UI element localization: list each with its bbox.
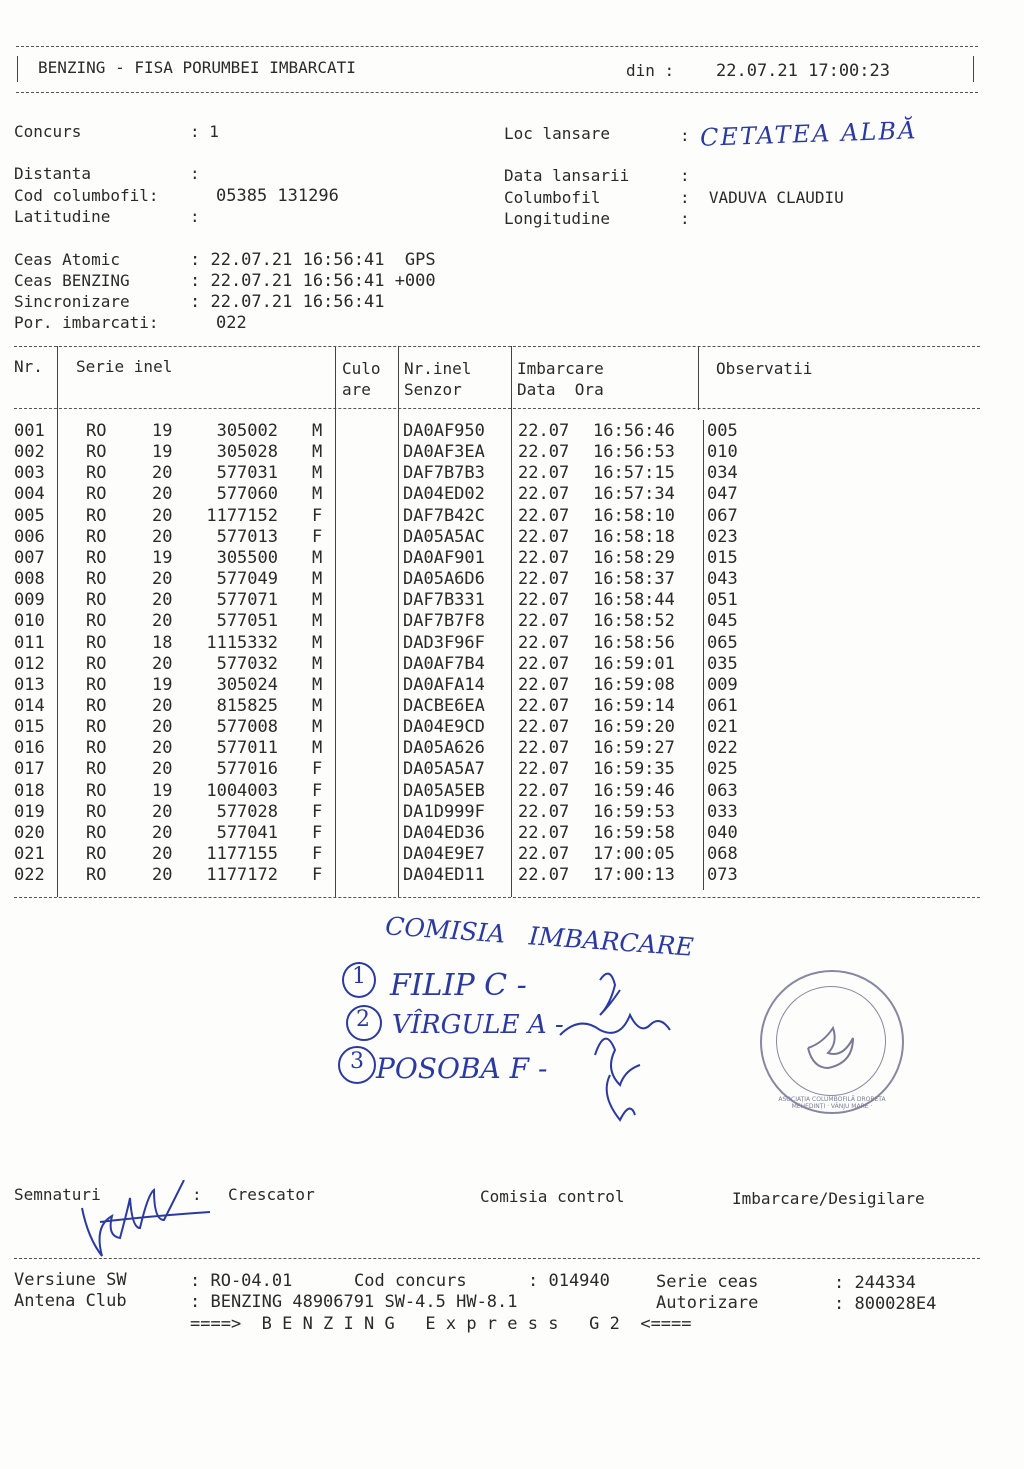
table-row xyxy=(0,611,1024,632)
cell-senzor: DAF7B331 xyxy=(403,590,485,611)
distanta-label: Distanta xyxy=(14,164,92,183)
cell-c: RO xyxy=(86,653,107,674)
cell-c: RO xyxy=(86,611,107,632)
cell-s: M xyxy=(312,738,323,759)
cell-nr: 012 xyxy=(14,653,45,674)
cell-c: RO xyxy=(86,717,107,738)
cell-nr: 016 xyxy=(14,738,45,759)
cell-s: M xyxy=(312,632,323,653)
cell-data: 22.07 xyxy=(518,738,570,759)
cell-ora: 16:58:56 xyxy=(593,632,675,653)
cell-senzor: DAF7B7F8 xyxy=(403,611,485,632)
cell-c: RO xyxy=(86,526,107,547)
cell-obs: 067 xyxy=(707,505,738,526)
cell-s: M xyxy=(312,611,323,632)
table-row xyxy=(0,463,1024,484)
header-left-border xyxy=(17,56,18,82)
serie-ceas-label: Serie ceas xyxy=(656,1272,759,1292)
cell-nr: 015 xyxy=(14,717,45,738)
cell-ora: 16:59:08 xyxy=(593,674,675,695)
sincronizare-value: : 22.07.21 16:56:41 xyxy=(190,292,385,312)
table-row xyxy=(0,844,1024,865)
cell-data: 22.07 xyxy=(518,547,570,568)
th-serie: Serie inel xyxy=(76,357,173,376)
cell-ora: 16:58:37 xyxy=(593,569,675,590)
cell-senzor: DA04E9E7 xyxy=(403,844,485,864)
cell-y: 19 xyxy=(152,547,173,568)
cell-data: 22.07 xyxy=(518,844,570,864)
cell-n: 305028 xyxy=(216,442,278,463)
dove-icon xyxy=(798,1008,866,1076)
cell-ora: 17:00:13 xyxy=(593,865,675,886)
cell-data: 22.07 xyxy=(518,653,570,674)
handwritten-member-3: POSOBA F - xyxy=(376,1052,548,1085)
cell-senzor: DA04E9CD xyxy=(403,717,485,738)
versiune-value: : RO-04.01 xyxy=(190,1271,293,1291)
cell-nr: 017 xyxy=(14,759,45,780)
cell-y: 20 xyxy=(152,611,173,632)
antena-label: Antena Club xyxy=(14,1291,127,1311)
cell-nr: 013 xyxy=(14,674,45,695)
table-row xyxy=(0,654,1024,675)
cell-c: RO xyxy=(86,865,107,886)
concurs-label: Concurs xyxy=(14,122,82,141)
table-row xyxy=(0,548,1024,569)
cell-data: 22.07 xyxy=(518,611,570,632)
cell-n: 1177172 xyxy=(206,865,278,886)
commission-signatures-drawing xyxy=(540,960,700,1140)
cell-senzor: DA1D999F xyxy=(403,801,485,822)
handwritten-member-1: FILIP C - xyxy=(390,968,527,1003)
cell-senzor: DA05A5AC xyxy=(403,526,485,547)
cell-senzor: DAF7B7B3 xyxy=(403,463,485,484)
cell-c: RO xyxy=(86,569,107,590)
cell-obs: 022 xyxy=(707,738,738,759)
cell-ora: 16:57:15 xyxy=(593,463,675,484)
cell-data: 22.07 xyxy=(518,695,570,716)
cell-n: 305500 xyxy=(216,547,278,568)
cell-ora: 16:59:27 xyxy=(593,738,675,759)
cell-obs: 035 xyxy=(707,653,738,674)
table-row xyxy=(0,633,1024,654)
header-bottom-rule xyxy=(16,92,978,93)
cell-ora: 16:58:52 xyxy=(593,611,675,632)
cell-c: RO xyxy=(86,632,107,653)
cell-c: RO xyxy=(86,547,107,568)
cell-obs: 021 xyxy=(707,717,738,738)
cell-senzor: DA0AF7B4 xyxy=(403,653,485,674)
cell-n: 577041 xyxy=(216,822,278,843)
cell-y: 20 xyxy=(152,717,173,738)
cell-y: 20 xyxy=(152,695,173,716)
table-row xyxy=(0,738,1024,759)
cod-concurs-value: : 014940 xyxy=(528,1271,610,1291)
cell-senzor: DA0AF901 xyxy=(403,547,485,568)
cell-s: F xyxy=(312,844,323,864)
cell-data: 22.07 xyxy=(518,717,570,738)
cell-y: 18 xyxy=(152,632,173,653)
data-lansarii-label: Data lansarii xyxy=(504,166,630,185)
stamp-text: ASOCIAȚIA COLUMBOFILĂ DROBETA MEHEDINȚI · VÂNJU MARE · xyxy=(778,1096,886,1110)
serie-ceas-value: : 244334 xyxy=(834,1273,916,1293)
circle-num-3-text: 3 xyxy=(350,1049,364,1074)
cell-data: 22.07 xyxy=(518,421,570,441)
semnaturi-label: Semnaturi xyxy=(14,1185,101,1204)
cell-ora: 16:59:46 xyxy=(593,780,675,801)
table-row xyxy=(0,696,1024,717)
por-imbarcati-label: Por. imbarcati: xyxy=(14,313,159,332)
header-din-value: 22.07.21 17:00:23 xyxy=(716,61,890,81)
footer-rule xyxy=(14,1258,980,1259)
cell-c: RO xyxy=(86,484,107,505)
cell-n: 577008 xyxy=(216,717,278,738)
table-row xyxy=(0,527,1024,548)
cell-y: 20 xyxy=(152,484,173,505)
cell-obs: 045 xyxy=(707,611,738,632)
cell-n: 1115332 xyxy=(206,632,278,653)
cell-data: 22.07 xyxy=(518,505,570,526)
cell-y: 19 xyxy=(152,674,173,695)
cell-c: RO xyxy=(86,822,107,843)
crescator-label: Crescator xyxy=(228,1185,315,1204)
cell-y: 20 xyxy=(152,505,173,526)
cell-obs: 065 xyxy=(707,632,738,653)
th-data-ora: Data Ora xyxy=(517,380,604,399)
th-senzor: Senzor xyxy=(404,380,462,399)
comisia-control-label: Comisia control xyxy=(480,1187,625,1206)
cell-nr: 002 xyxy=(14,442,45,463)
table-row xyxy=(0,759,1024,780)
th-nrinel: Nr.inel xyxy=(404,359,472,378)
cell-c: RO xyxy=(86,759,107,780)
columbofil-label: Columbofil xyxy=(504,188,601,207)
cell-c: RO xyxy=(86,421,107,441)
cell-ora: 16:59:01 xyxy=(593,653,675,674)
cell-n: 577011 xyxy=(216,738,278,759)
cell-s: M xyxy=(312,547,323,568)
table-row xyxy=(0,421,1024,442)
cell-obs: 015 xyxy=(707,547,738,568)
cell-nr: 020 xyxy=(14,822,45,843)
cell-data: 22.07 xyxy=(518,822,570,843)
cell-senzor: DAD3F96F xyxy=(403,632,485,653)
cell-y: 20 xyxy=(152,526,173,547)
table-row xyxy=(0,823,1024,844)
cell-s: M xyxy=(312,421,323,441)
cell-s: M xyxy=(312,653,323,674)
data-lansarii-value: : xyxy=(680,166,690,185)
cell-senzor: DA05A626 xyxy=(403,738,485,759)
table-row xyxy=(0,484,1024,505)
cell-senzor: DA05A5A7 xyxy=(403,759,485,780)
cell-nr: 007 xyxy=(14,547,45,568)
loc-lansare-label: Loc lansare xyxy=(504,124,610,143)
cell-s: M xyxy=(312,674,323,695)
cell-c: RO xyxy=(86,738,107,759)
cod-columbofil-value: 05385 131296 xyxy=(216,186,339,206)
th-are: are xyxy=(342,380,371,399)
cell-y: 20 xyxy=(152,865,173,886)
association-stamp xyxy=(760,970,904,1114)
cell-nr: 014 xyxy=(14,695,45,716)
cell-n: 577013 xyxy=(216,526,278,547)
cell-y: 20 xyxy=(152,569,173,590)
versiune-label: Versiune SW xyxy=(14,1270,127,1290)
loc-lansare-colon: : xyxy=(680,126,690,145)
cell-obs: 033 xyxy=(707,801,738,822)
distanta-value: : xyxy=(190,164,200,183)
header-top-rule xyxy=(16,46,978,47)
cell-s: M xyxy=(312,484,323,505)
cell-nr: 010 xyxy=(14,611,45,632)
cell-obs: 068 xyxy=(707,844,738,864)
cell-data: 22.07 xyxy=(518,526,570,547)
cell-c: RO xyxy=(86,590,107,611)
table-row xyxy=(0,442,1024,463)
cell-s: F xyxy=(312,759,323,780)
cell-c: RO xyxy=(86,780,107,801)
handwritten-member-2: VÎRGULE A - xyxy=(392,1010,564,1040)
cell-data: 22.07 xyxy=(518,442,570,463)
cell-data: 22.07 xyxy=(518,759,570,780)
cell-c: RO xyxy=(86,505,107,526)
cell-nr: 009 xyxy=(14,590,45,611)
breeder-signature xyxy=(70,1180,220,1270)
cell-c: RO xyxy=(86,674,107,695)
cell-data: 22.07 xyxy=(518,632,570,653)
cell-n: 1004003 xyxy=(206,780,278,801)
cell-s: M xyxy=(312,463,323,484)
cell-nr: 006 xyxy=(14,526,45,547)
ceas-benzing-label: Ceas BENZING xyxy=(14,271,130,290)
table-row xyxy=(0,675,1024,696)
ceas-atomic-value: : 22.07.21 16:56:41 GPS xyxy=(190,250,436,270)
cell-ora: 16:58:10 xyxy=(593,505,675,526)
table-top-rule xyxy=(14,346,980,347)
cell-data: 22.07 xyxy=(518,865,570,886)
cell-ora: 16:56:53 xyxy=(593,442,675,463)
cell-n: 577031 xyxy=(216,463,278,484)
imbarcare-desigilare-label: Imbarcare/Desigilare xyxy=(732,1189,925,1208)
cell-y: 19 xyxy=(152,421,173,441)
cell-y: 20 xyxy=(152,822,173,843)
sincronizare-label: Sincronizare xyxy=(14,292,130,311)
cell-data: 22.07 xyxy=(518,674,570,695)
cell-n: 1177152 xyxy=(206,505,278,526)
cell-obs: 005 xyxy=(707,421,738,441)
th-observatii: Observatii xyxy=(716,359,813,378)
cell-obs: 009 xyxy=(707,674,738,695)
cell-s: F xyxy=(312,865,323,886)
cell-nr: 019 xyxy=(14,801,45,822)
cell-ora: 16:59:58 xyxy=(593,822,675,843)
cell-s: F xyxy=(312,526,323,547)
cell-senzor: DA05A5EB xyxy=(403,780,485,801)
cell-obs: 040 xyxy=(707,822,738,843)
cell-y: 19 xyxy=(152,442,173,463)
cell-ora: 16:57:34 xyxy=(593,484,675,505)
cell-senzor: DA05A6D6 xyxy=(403,569,485,590)
cell-n: 577032 xyxy=(216,653,278,674)
cell-senzor: DA0AF3EA xyxy=(403,442,485,463)
circle-num-1-text: 1 xyxy=(352,964,366,989)
cell-senzor: DA0AF950 xyxy=(403,421,485,441)
cell-nr: 021 xyxy=(14,844,45,864)
cell-obs: 023 xyxy=(707,526,738,547)
semnaturi-colon: : xyxy=(192,1185,202,1204)
cell-n: 577071 xyxy=(216,590,278,611)
cell-s: F xyxy=(312,822,323,843)
por-imbarcati-value: 022 xyxy=(216,313,247,333)
cell-n: 577016 xyxy=(216,759,278,780)
cell-s: M xyxy=(312,590,323,611)
cell-y: 20 xyxy=(152,759,173,780)
cell-data: 22.07 xyxy=(518,463,570,484)
table-header-rule xyxy=(14,408,980,409)
cod-concurs-label: Cod concurs xyxy=(354,1271,467,1291)
cell-c: RO xyxy=(86,442,107,463)
cell-obs: 073 xyxy=(707,865,738,886)
cell-obs: 034 xyxy=(707,463,738,484)
cell-data: 22.07 xyxy=(518,780,570,801)
cell-n: 577049 xyxy=(216,569,278,590)
cell-ora: 16:58:44 xyxy=(593,590,675,611)
cell-c: RO xyxy=(86,463,107,484)
handwritten-comisia: COMISIA IMBARCARE xyxy=(384,911,695,962)
autorizare-value: : 800028E4 xyxy=(834,1294,937,1314)
cell-obs: 010 xyxy=(707,442,738,463)
cell-y: 20 xyxy=(152,463,173,484)
cell-n: 1177155 xyxy=(206,844,278,864)
cell-y: 20 xyxy=(152,844,173,864)
table-row xyxy=(0,717,1024,738)
cell-obs: 063 xyxy=(707,780,738,801)
cell-nr: 003 xyxy=(14,463,45,484)
cell-nr: 018 xyxy=(14,780,45,801)
cell-data: 22.07 xyxy=(518,590,570,611)
cell-s: F xyxy=(312,505,323,526)
cell-n: 577028 xyxy=(216,801,278,822)
cell-ora: 17:00:05 xyxy=(593,844,675,864)
cell-c: RO xyxy=(86,695,107,716)
cell-senzor: DAF7B42C xyxy=(403,505,485,526)
th-culo: Culo xyxy=(342,359,381,378)
cell-senzor: DA04ED36 xyxy=(403,822,485,843)
ceas-atomic-label: Ceas Atomic xyxy=(14,250,120,269)
cell-nr: 005 xyxy=(14,505,45,526)
cell-n: 305024 xyxy=(216,674,278,695)
autorizare-label: Autorizare xyxy=(656,1293,759,1313)
cell-senzor: DA04ED11 xyxy=(403,865,485,886)
th-nr: Nr. xyxy=(14,357,43,376)
table-bottom-rule xyxy=(14,897,980,898)
cell-nr: 008 xyxy=(14,569,45,590)
table-row xyxy=(0,569,1024,590)
loc-lansare-handwritten: CETATEA ALBĂ xyxy=(699,116,918,152)
cell-s: M xyxy=(312,442,323,463)
header-right-border xyxy=(973,56,974,82)
cell-y: 20 xyxy=(152,738,173,759)
cell-y: 20 xyxy=(152,653,173,674)
cell-n: 577060 xyxy=(216,484,278,505)
circle-num-2-text: 2 xyxy=(356,1007,370,1032)
header-title: BENZING - FISA PORUMBEI IMBARCATI xyxy=(38,58,356,77)
cell-c: RO xyxy=(86,844,107,864)
table-row xyxy=(0,590,1024,611)
cell-s: F xyxy=(312,801,323,822)
cell-s: F xyxy=(312,780,323,801)
cell-ora: 16:56:46 xyxy=(593,421,675,441)
cell-nr: 022 xyxy=(14,865,45,886)
cell-senzor: DA04ED02 xyxy=(403,484,485,505)
cell-obs: 061 xyxy=(707,695,738,716)
cell-ora: 16:59:53 xyxy=(593,801,675,822)
cell-s: M xyxy=(312,695,323,716)
table-row xyxy=(0,865,1024,886)
header-din-label: din : xyxy=(626,61,675,80)
concurs-value: : 1 xyxy=(190,122,219,141)
cell-n: 305002 xyxy=(216,421,278,441)
cell-ora: 16:59:35 xyxy=(593,759,675,780)
cell-data: 22.07 xyxy=(518,484,570,505)
longitudine-value: : xyxy=(680,209,690,228)
cell-s: M xyxy=(312,717,323,738)
cell-obs: 043 xyxy=(707,569,738,590)
cell-senzor: DA0AFA14 xyxy=(403,674,485,695)
cod-columbofil-label: Cod columbofil: xyxy=(14,186,159,205)
cell-obs: 051 xyxy=(707,590,738,611)
cell-ora: 16:58:18 xyxy=(593,526,675,547)
cell-s: M xyxy=(312,569,323,590)
benzing-banner: ====> B E N Z I N G E x p r e s s G 2 <==== xyxy=(190,1314,692,1334)
cell-data: 22.07 xyxy=(518,569,570,590)
cell-obs: 047 xyxy=(707,484,738,505)
cell-n: 577051 xyxy=(216,611,278,632)
longitudine-label: Longitudine xyxy=(504,209,610,228)
cell-ora: 16:59:20 xyxy=(593,717,675,738)
cell-y: 20 xyxy=(152,590,173,611)
cell-y: 19 xyxy=(152,780,173,801)
cell-data: 22.07 xyxy=(518,801,570,822)
antena-value: : BENZING 48906791 SW-4.5 HW-8.1 xyxy=(190,1292,518,1312)
cell-ora: 16:58:29 xyxy=(593,547,675,568)
cell-nr: 004 xyxy=(14,484,45,505)
cell-senzor: DACBE6EA xyxy=(403,695,485,716)
table-row xyxy=(0,802,1024,823)
cell-obs: 025 xyxy=(707,759,738,780)
cell-nr: 011 xyxy=(14,632,45,653)
columbofil-value: : VADUVA CLAUDIU xyxy=(680,188,844,207)
cell-nr: 001 xyxy=(14,421,45,441)
cell-ora: 16:59:14 xyxy=(593,695,675,716)
th-imbarcare: Imbarcare xyxy=(517,359,604,378)
latitudine-value: : xyxy=(190,207,200,226)
cell-y: 20 xyxy=(152,801,173,822)
cell-c: RO xyxy=(86,801,107,822)
cell-n: 815825 xyxy=(216,695,278,716)
table-row xyxy=(0,781,1024,802)
ceas-benzing-value: : 22.07.21 16:56:41 +000 xyxy=(190,271,436,291)
col-divider-5 xyxy=(698,346,699,410)
latitudine-label: Latitudine xyxy=(14,207,111,226)
table-row xyxy=(0,506,1024,527)
